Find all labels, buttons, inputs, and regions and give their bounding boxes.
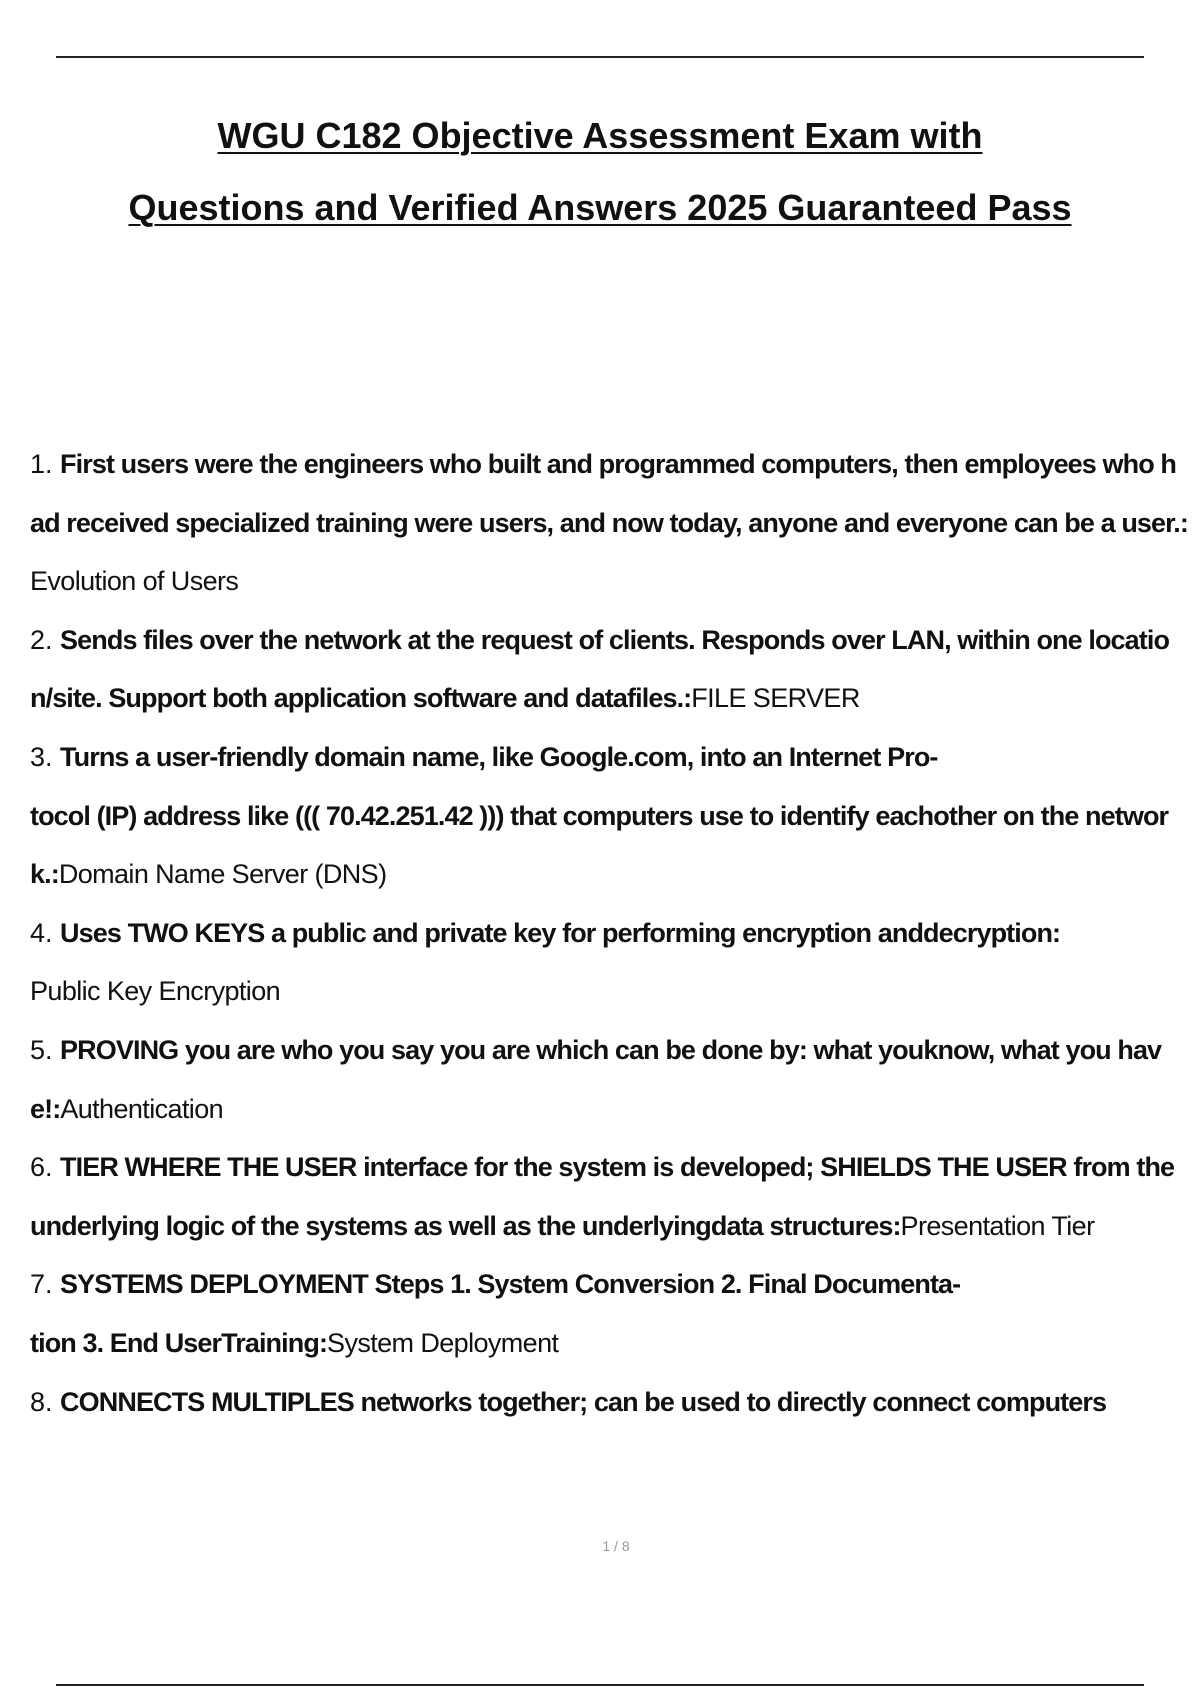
question-prompt: Sends files over the network at the request of clients. Responds over LAN, within one location/site. Support both application software and datafiles.: [30,624,1170,714]
question-4 [30,904,1190,1021]
question-prompt: PROVING you are who you say you are which can be done by: what youknow, what you have!: [30,1034,1162,1124]
question-prompt: Uses TWO KEYS a public and private key for performing encryption anddecryption: [60,917,1061,948]
question-2 [30,611,1190,728]
question-answer: FILE SERVER [691,683,860,714]
question-list [30,435,1190,1431]
question-answer: Evolution of Users [30,566,239,597]
question-answer: Public Key Encryption [30,976,281,1007]
question-prompt-line-1: SYSTEMS DEPLOYMENT Steps 1. System Conversion 2. Final Documenta- [60,1269,961,1300]
question-number: 6. [30,1152,53,1183]
title-line-1: WGU C182 Objective Assessment Exam with [217,115,983,156]
question-7 [30,1255,1190,1372]
question-prompt-line-2: tocol (IP) address like ((( 70.42.251.42 ))) that computers use to identify eachother on the network.: [30,800,1169,890]
question-answer: Domain Name Server (DNS) [58,859,387,890]
question-answer: System Deployment [327,1327,559,1358]
question-6 [30,1138,1190,1255]
question-5 [30,1021,1190,1138]
question-prompt-line-2: tion 3. End UserTraining: [30,1327,328,1358]
question-number: 7. [30,1269,53,1300]
question-number: 3. [30,741,53,772]
question-3 [30,728,1190,904]
question-prompt-line-1: Turns a user-friendly domain name, like Google.com, into an Internet Pro- [60,741,938,772]
question-1 [30,435,1190,611]
question-number: 4. [30,917,53,948]
question-answer: Presentation Tier [900,1210,1095,1241]
bottom-rule [56,1684,1144,1686]
title-line-2: Questions and Verified Answers 2025 Guaranteed Pass [128,187,1072,228]
question-prompt: CONNECTS MULTIPLES networks together; can be used to directly connect computers [60,1386,1107,1417]
question-number: 1. [30,449,53,479]
top-rule [56,56,1144,58]
question-8 [30,1373,1190,1432]
question-prompt: TIER WHERE THE USER interface for the system is developed; SHIELDS THE USER from the underlying logic of the systems as well as the underlyingdata structures: [30,1152,1175,1241]
document-title [40,100,1160,244]
question-prompt: First users were the engineers who built and programmed computers, then employees who had received specialized training were users, and now today, anyone and everyone can be a user.: [30,449,1188,538]
question-answer: Authentication [60,1093,224,1124]
question-number: 8. [30,1386,53,1417]
page-indicator: 1 / 8 [602,1538,630,1554]
question-number: 2. [30,624,53,655]
question-number: 5. [30,1034,53,1065]
